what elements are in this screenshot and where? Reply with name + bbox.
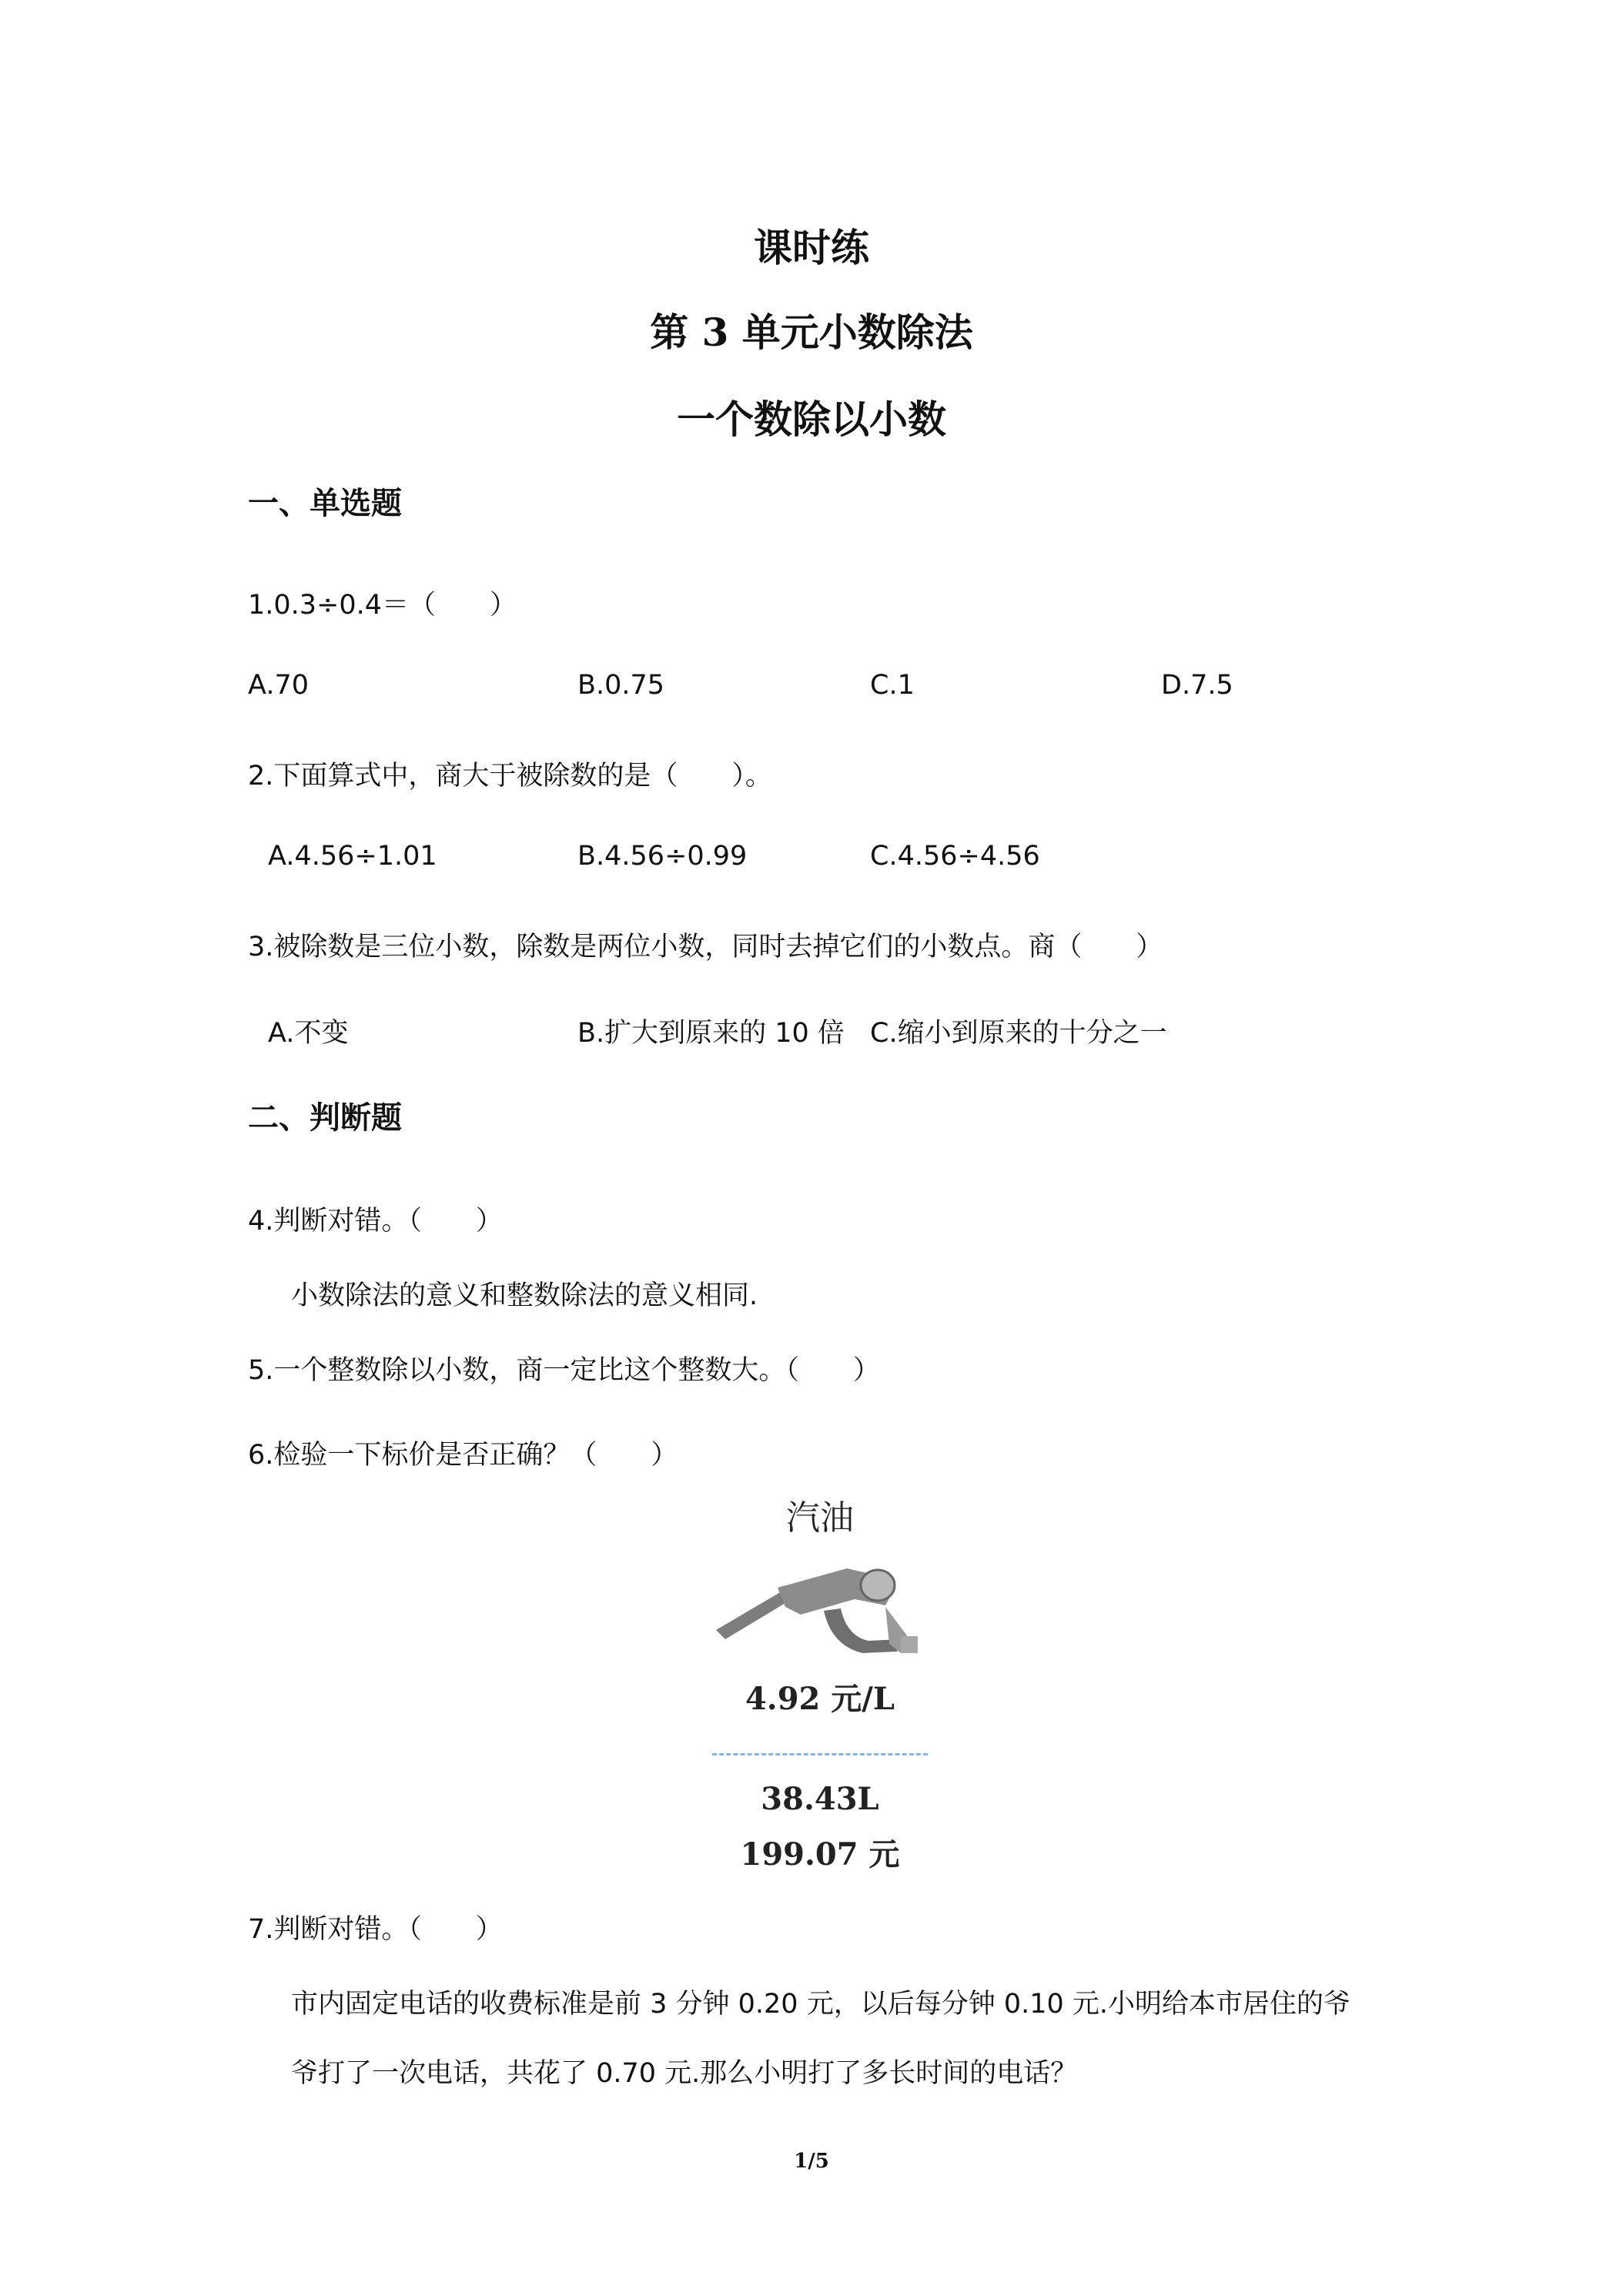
fuel-volume: 38.43L bbox=[761, 1781, 879, 1817]
page-number: 1/5 bbox=[794, 2150, 829, 2173]
question-5: 5.一个整数除以小数，商一定比这个整数大。（ ） bbox=[248, 1355, 880, 1386]
question-4: 4.判断对错。（ ） bbox=[248, 1206, 503, 1237]
fuel-nozzle-icon bbox=[708, 1545, 932, 1661]
question-4-statement: 小数除法的意义和整数除法的意义相同. bbox=[291, 1280, 758, 1311]
question-1: 1.0.3÷0.4＝（ ） bbox=[248, 590, 517, 621]
lesson-title: 一个数除以小数 bbox=[677, 397, 946, 442]
q1-option-b: B.0.75 bbox=[577, 670, 665, 701]
q1-option-d: D.7.5 bbox=[1161, 670, 1233, 701]
question-6: 6.检验一下标价是否正确？（ ） bbox=[248, 1440, 678, 1471]
unit-price: 4.92 元/L bbox=[745, 1681, 895, 1717]
question-2: 2.下面算式中，商大于被除数的是（ ）。 bbox=[248, 761, 772, 792]
q1-option-a: A.70 bbox=[248, 670, 309, 701]
q1-option-c: C.1 bbox=[870, 670, 915, 701]
q2-option-c: C.4.56÷4.56 bbox=[870, 841, 1040, 872]
gas-price-figure bbox=[693, 1490, 947, 1890]
question-7: 7.判断对错。（ ） bbox=[248, 1914, 503, 1945]
question-7-body-line-2: 爷打了一次电话，共花了 0.70 元.那么小明打了多长时间的电话？ bbox=[291, 2058, 1078, 2089]
q3-option-c: C.缩小到原来的十分之一 bbox=[870, 1018, 1167, 1049]
q2-option-a: A.4.56÷1.01 bbox=[268, 841, 437, 872]
q2-option-b: B.4.56÷0.99 bbox=[577, 841, 748, 872]
section-single-choice: 一、单选题 bbox=[248, 486, 402, 521]
figure-label: 汽油 bbox=[786, 1498, 854, 1538]
total-price: 199.07 元 bbox=[740, 1836, 900, 1873]
unit-title: 第 3 单元小数除法 bbox=[650, 310, 973, 355]
dashed-divider bbox=[712, 1753, 928, 1755]
page-title: 课时练 bbox=[754, 225, 869, 270]
question-7-body-line-1: 市内固定电话的收费标准是前 3 分钟 0.20 元，以后每分钟 0.10 元.小明给本市居住的爷 bbox=[291, 1989, 1351, 2020]
q3-option-b: B.扩大到原来的 10 倍 bbox=[577, 1018, 845, 1049]
section-true-false: 二、判断题 bbox=[248, 1100, 402, 1136]
q3-option-a: A.不变 bbox=[268, 1018, 349, 1049]
question-3: 3.被除数是三位小数，除数是两位小数，同时去掉它们的小数点。商（ ） bbox=[248, 932, 1163, 962]
